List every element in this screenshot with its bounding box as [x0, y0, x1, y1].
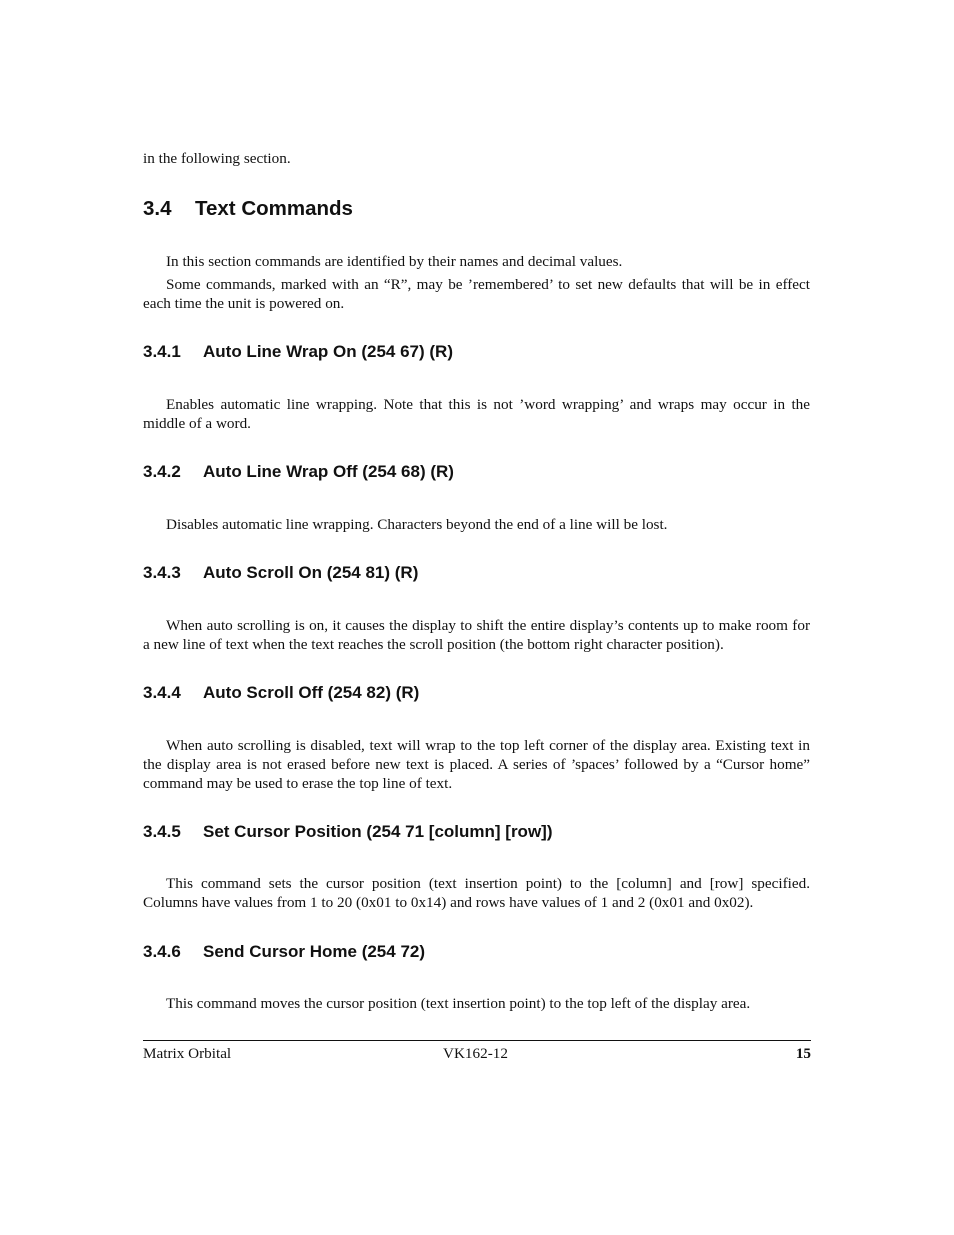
- section-paragraph: Some commands, marked with an “R”, may be ’remembered’ to set new defaults that will be in effect each time the unit is powered on.: [143, 276, 810, 312]
- section-paragraph: In this section commands are identified by their names and decimal values.: [166, 253, 623, 270]
- footer-center: VK162-12: [443, 1045, 508, 1062]
- subsection-number: 3.4.6: [143, 942, 181, 961]
- subsection-title: Auto Scroll On (254 81) (R): [203, 563, 419, 582]
- subsection-number: 3.4.2: [143, 462, 181, 481]
- subsection-heading: [143, 942, 425, 962]
- subsection-heading: [143, 683, 419, 703]
- subsection-heading: [143, 462, 454, 482]
- subsection-title: Auto Line Wrap On (254 67) (R): [203, 342, 453, 361]
- page-number: 15: [795, 1045, 811, 1062]
- subsection-number: 3.4.1: [143, 342, 181, 361]
- subsection-body: This command sets the cursor position (text insertion point) to the [column] and [row] specified. Columns have values from 1 to 20 (0x01 to 0x14) and rows have values of 1 and 2 (0x01 and 0x02).: [143, 875, 810, 911]
- subsection-body: Disables automatic line wrapping. Characters beyond the end of a line will be lost.: [166, 516, 668, 533]
- subsection-body: When auto scrolling is disabled, text will wrap to the top left corner of the display area. Existing text in the display area is not erased before new text is placed. A series of ’spaces’ followed by a “Cursor home” command may be used to erase the top line of text.: [143, 737, 810, 792]
- subsection-number: 3.4.5: [143, 822, 181, 841]
- subsection-body: Enables automatic line wrapping. Note that this is not ’word wrapping’ and wraps may occur in the middle of a word.: [143, 396, 810, 432]
- subsection-body: When auto scrolling is on, it causes the display to shift the entire display’s contents up to make room for a new line of text when the text reaches the scroll position (the bottom right character position).: [143, 617, 810, 653]
- subsection-number: 3.4.3: [143, 563, 181, 582]
- subsection-title: Set Cursor Position (254 71 [column] [row]): [203, 822, 553, 841]
- subsection-heading: [143, 822, 553, 842]
- footer-left: Matrix Orbital: [143, 1045, 232, 1062]
- subsection-number: 3.4.4: [143, 683, 181, 702]
- section-number: 3.4: [143, 197, 172, 220]
- footer-rule: [143, 1040, 811, 1041]
- section-title: Text Commands: [195, 197, 353, 220]
- intro-fragment: in the following section.: [143, 150, 291, 167]
- subsection-title: Auto Scroll Off (254 82) (R): [203, 683, 420, 702]
- subsection-title: Auto Line Wrap Off (254 68) (R): [203, 462, 454, 481]
- subsection-title: Send Cursor Home (254 72): [203, 942, 426, 961]
- subsection-heading: [143, 563, 418, 583]
- subsection-heading: [143, 342, 453, 362]
- section-heading: [143, 197, 353, 221]
- subsection-body: This command moves the cursor position (text insertion point) to the top left of the display area.: [166, 995, 751, 1012]
